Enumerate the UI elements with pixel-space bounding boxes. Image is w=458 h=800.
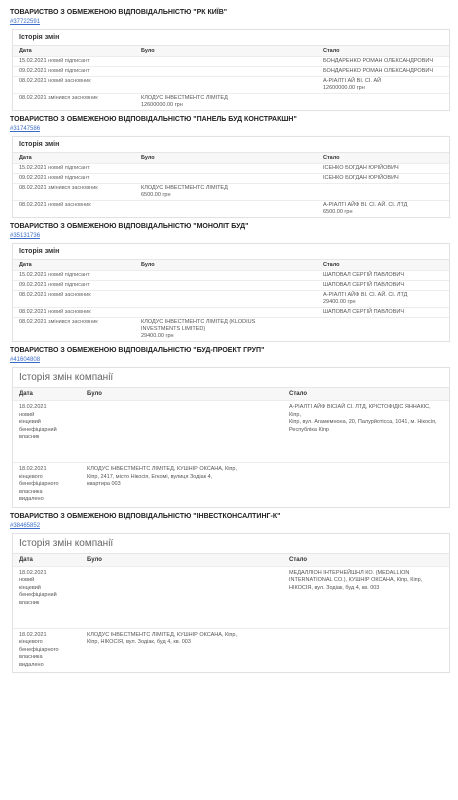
row-was <box>135 164 317 174</box>
company-block <box>6 512 452 674</box>
col-became: Стало <box>283 553 449 566</box>
row-became: ШАПОВАЛ СЕРГІЙ ПАВЛОВИЧ <box>317 308 449 318</box>
company-code-link[interactable]: #38465852 <box>10 522 41 529</box>
row-was <box>135 174 317 184</box>
row-was: КЛОДУС ІНВЕСТМЕНТС ЛІМІТЕД 12600000.00 грн <box>135 94 317 111</box>
date-text: 09.02.2021 <box>19 282 47 288</box>
company-block <box>6 222 452 342</box>
date-text: 08.02.2021 <box>19 292 47 298</box>
row-was <box>81 566 283 628</box>
event-text: новий підписант <box>48 68 90 74</box>
event-text: новий засновник <box>48 78 91 84</box>
history-header-row <box>13 553 449 566</box>
history-card <box>12 533 450 674</box>
history-row <box>13 94 449 111</box>
row-date: 18.02.2021 новий кінцевий бенефіціарний власник <box>13 566 81 628</box>
row-became: БОНДАРЕНКО РОМАН ОЛЕКСАНДРОВИЧ <box>317 57 449 67</box>
history-row <box>13 77 449 94</box>
col-was: Було <box>81 388 283 401</box>
company-code-link[interactable]: #37722591 <box>10 19 41 25</box>
row-date <box>13 281 135 291</box>
row-became <box>317 318 449 342</box>
history-row <box>13 67 449 77</box>
event-text: новий засновник <box>48 292 91 298</box>
company-title: ТОВАРИСТВО З ОБМЕЖЕНОЮ ВІДПОВІДАЛЬНІСТЮ "БУД-ПРОЕКТ ГРУП" <box>10 347 265 354</box>
history-row <box>13 463 449 507</box>
row-was: КЛОДУС ІНВЕСТМЕНТС ЛІМІТЕД, КУШНІР ОКСАНА, Кіпр, Кіпр, 2417, місто Нікосія, Егкомі, вулиця Зодіак 4, квартира 003 <box>81 463 283 507</box>
history-title: Історія змін <box>19 141 60 148</box>
row-became <box>317 184 449 201</box>
row-date <box>13 201 135 218</box>
row-was <box>135 201 317 218</box>
col-was: Було <box>81 553 283 566</box>
history-row <box>13 401 449 463</box>
row-was <box>135 308 317 318</box>
col-became: Стало <box>317 46 449 57</box>
col-was: Було <box>135 153 317 164</box>
row-became: А-РІАЛТІ АЙФ ВІ. СІ. АЙ. СІ. ЛТД 29400.00 грн <box>317 291 449 308</box>
col-date: Дата <box>13 46 135 57</box>
event-text: новий підписант <box>48 272 90 278</box>
company-block <box>6 346 452 508</box>
col-became: Стало <box>317 153 449 164</box>
event-text: новий засновник <box>48 309 91 315</box>
company-title: ТОВАРИСТВО З ОБМЕЖЕНОЮ ВІДПОВІДАЛЬНІСТЮ "ІНВЕСТКОНСАЛТИНГ-К" <box>10 512 281 520</box>
row-date <box>13 94 135 111</box>
col-date: Дата <box>13 260 135 271</box>
row-became: МЕДАЛЛІОН ІНТЕРНЕЙШНЛ КО. (MEDALLION INTERNATIONAL CO.), КУШНІР ОКСАНА, Кіпр, Кіпр, НІКОСІЯ, вул. Зодіак, буд 4, кв. 003 <box>283 566 449 628</box>
col-date: Дата <box>13 553 81 566</box>
history-table <box>13 387 449 507</box>
col-date: Дата <box>13 388 81 401</box>
col-was: Було <box>135 260 317 271</box>
history-card <box>12 29 450 111</box>
history-title: Історія змін компанії <box>19 537 114 549</box>
date-text: 08.02.2021 <box>19 319 47 325</box>
history-title: Історія змін <box>19 248 60 255</box>
history-header-row <box>13 46 449 57</box>
row-became <box>283 628 449 672</box>
row-became: А-РІАЛТІ АЙФ ВІ. СІ. АЙ. СІ. ЛТД 6500.00 грн <box>317 201 449 218</box>
row-date <box>13 67 135 77</box>
col-date: Дата <box>13 153 135 164</box>
history-header-row <box>13 388 449 401</box>
history-row <box>13 271 449 281</box>
company-block <box>6 115 452 218</box>
company-code-link[interactable]: #31747586 <box>10 126 41 132</box>
row-became: БОНДАРЕНКО РОМАН ОЛЕКСАНДРОВИЧ <box>317 67 449 77</box>
history-table <box>13 259 449 341</box>
row-was <box>135 77 317 94</box>
date-text: 09.02.2021 <box>19 175 47 181</box>
event-text: змінився засновник <box>48 95 98 101</box>
date-text: 15.02.2021 <box>19 58 47 64</box>
date-text: 09.02.2021 <box>19 68 47 74</box>
company-code-link[interactable]: #35131736 <box>10 233 41 239</box>
row-became: А-РІАЛТІ АЙФ ВІСІАЙ СІ. ЛТД, КРІСТОФІДІС ЯННАКІС, Кіпр, Кіпр, вул. Агамемнона, 20, Палурйотісса, 1041, м. Нікосія, Республіка Кіпр <box>283 401 449 463</box>
row-date: 18.02.2021 новий кінцевий бенефіціарний власник <box>13 401 81 463</box>
history-table <box>13 45 449 110</box>
date-text: 15.02.2021 <box>19 272 47 278</box>
company-title: ТОВАРИСТВО З ОБМЕЖЕНОЮ ВІДПОВІДАЛЬНІСТЮ "РК КИЇВ" <box>10 9 228 16</box>
history-row <box>13 318 449 342</box>
col-was: Було <box>135 46 317 57</box>
history-row <box>13 184 449 201</box>
row-date <box>13 184 135 201</box>
row-was <box>81 401 283 463</box>
row-date <box>13 308 135 318</box>
row-was <box>135 57 317 67</box>
event-text: новий підписант <box>48 58 90 64</box>
history-title: Історія змін компанії <box>19 372 114 383</box>
date-text: 08.02.2021 <box>19 202 47 208</box>
row-was: КЛОДУС ІНВЕСТМЕНТС ЛІМІТЕД 6500.00 грн <box>135 184 317 201</box>
row-became: ШАПОВАЛ СЕРГІЙ ПАВЛОВИЧ <box>317 281 449 291</box>
history-row <box>13 291 449 308</box>
event-text: змінився засновник <box>48 185 98 191</box>
history-row <box>13 566 449 628</box>
row-was: КЛОДУС ІНВЕСТМЕНТС ЛІМІТЕД (KLODIUS INVESTMENTS LIMITED) 29400.00 грн <box>135 318 317 342</box>
row-became: ШАПОВАЛ СЕРГІЙ ПАВЛОВИЧ <box>317 271 449 281</box>
history-row <box>13 57 449 67</box>
row-date <box>13 57 135 67</box>
row-date: 18.02.2021 кінцевого бенефіціарного власника видалено <box>13 463 81 507</box>
row-date <box>13 291 135 308</box>
event-text: новий підписант <box>48 282 90 288</box>
row-became <box>317 94 449 111</box>
row-was: КЛОДУС ІНВЕСТМЕНТС ЛІМІТЕД, КУШНІР ОКСАНА, Кіпр, Кіпр, НІКОСІЯ, вул. Зодіак, буд 4, кв. 003 <box>81 628 283 672</box>
row-became <box>283 463 449 507</box>
event-text: змінився засновник <box>48 319 98 325</box>
row-was <box>135 67 317 77</box>
history-header-row <box>13 153 449 164</box>
history-header-row <box>13 260 449 271</box>
history-card <box>12 136 450 218</box>
history-row <box>13 281 449 291</box>
company-block <box>6 8 452 111</box>
row-date <box>13 164 135 174</box>
history-table <box>13 553 449 673</box>
date-text: 15.02.2021 <box>19 165 47 171</box>
history-row <box>13 308 449 318</box>
date-text: 08.02.2021 <box>19 78 47 84</box>
history-card <box>12 367 450 508</box>
history-row <box>13 164 449 174</box>
row-became: ІСЕНКО БОГДАН ЮРІЙОВИЧ <box>317 164 449 174</box>
date-text: 08.02.2021 <box>19 95 47 101</box>
row-became: ІСЕНКО БОГДАН ЮРІЙОВИЧ <box>317 174 449 184</box>
row-date: 18.02.2021 кінцевого бенефіціарного власника видалено <box>13 628 81 672</box>
date-text: 08.02.2021 <box>19 309 47 315</box>
history-row <box>13 628 449 672</box>
history-card <box>12 243 450 342</box>
row-date <box>13 77 135 94</box>
row-date <box>13 318 135 342</box>
event-text: новий підписант <box>48 175 90 181</box>
row-was <box>135 291 317 308</box>
company-code-link[interactable]: #41604808 <box>10 357 41 363</box>
col-became: Стало <box>317 260 449 271</box>
event-text: новий підписант <box>48 165 90 171</box>
history-table <box>13 152 449 217</box>
row-was <box>135 271 317 281</box>
history-row <box>13 201 449 218</box>
history-title: Історія змін <box>19 34 60 41</box>
company-title: ТОВАРИСТВО З ОБМЕЖЕНОЮ ВІДПОВІДАЛЬНІСТЮ "ПАНЕЛЬ БУД КОНСТРАКШН" <box>10 116 297 123</box>
event-text: новий засновник <box>48 202 91 208</box>
row-date <box>13 174 135 184</box>
col-became: Стало <box>283 388 449 401</box>
company-title: ТОВАРИСТВО З ОБМЕЖЕНОЮ ВІДПОВІДАЛЬНІСТЮ "МОНОЛІТ БУД" <box>10 223 249 230</box>
row-date <box>13 271 135 281</box>
date-text: 08.02.2021 <box>19 185 47 191</box>
row-became: А-РІАЛТІ АЙ ВІ. СІ. АЙ 12600000.00 грн <box>317 77 449 94</box>
history-row <box>13 174 449 184</box>
row-was <box>135 281 317 291</box>
